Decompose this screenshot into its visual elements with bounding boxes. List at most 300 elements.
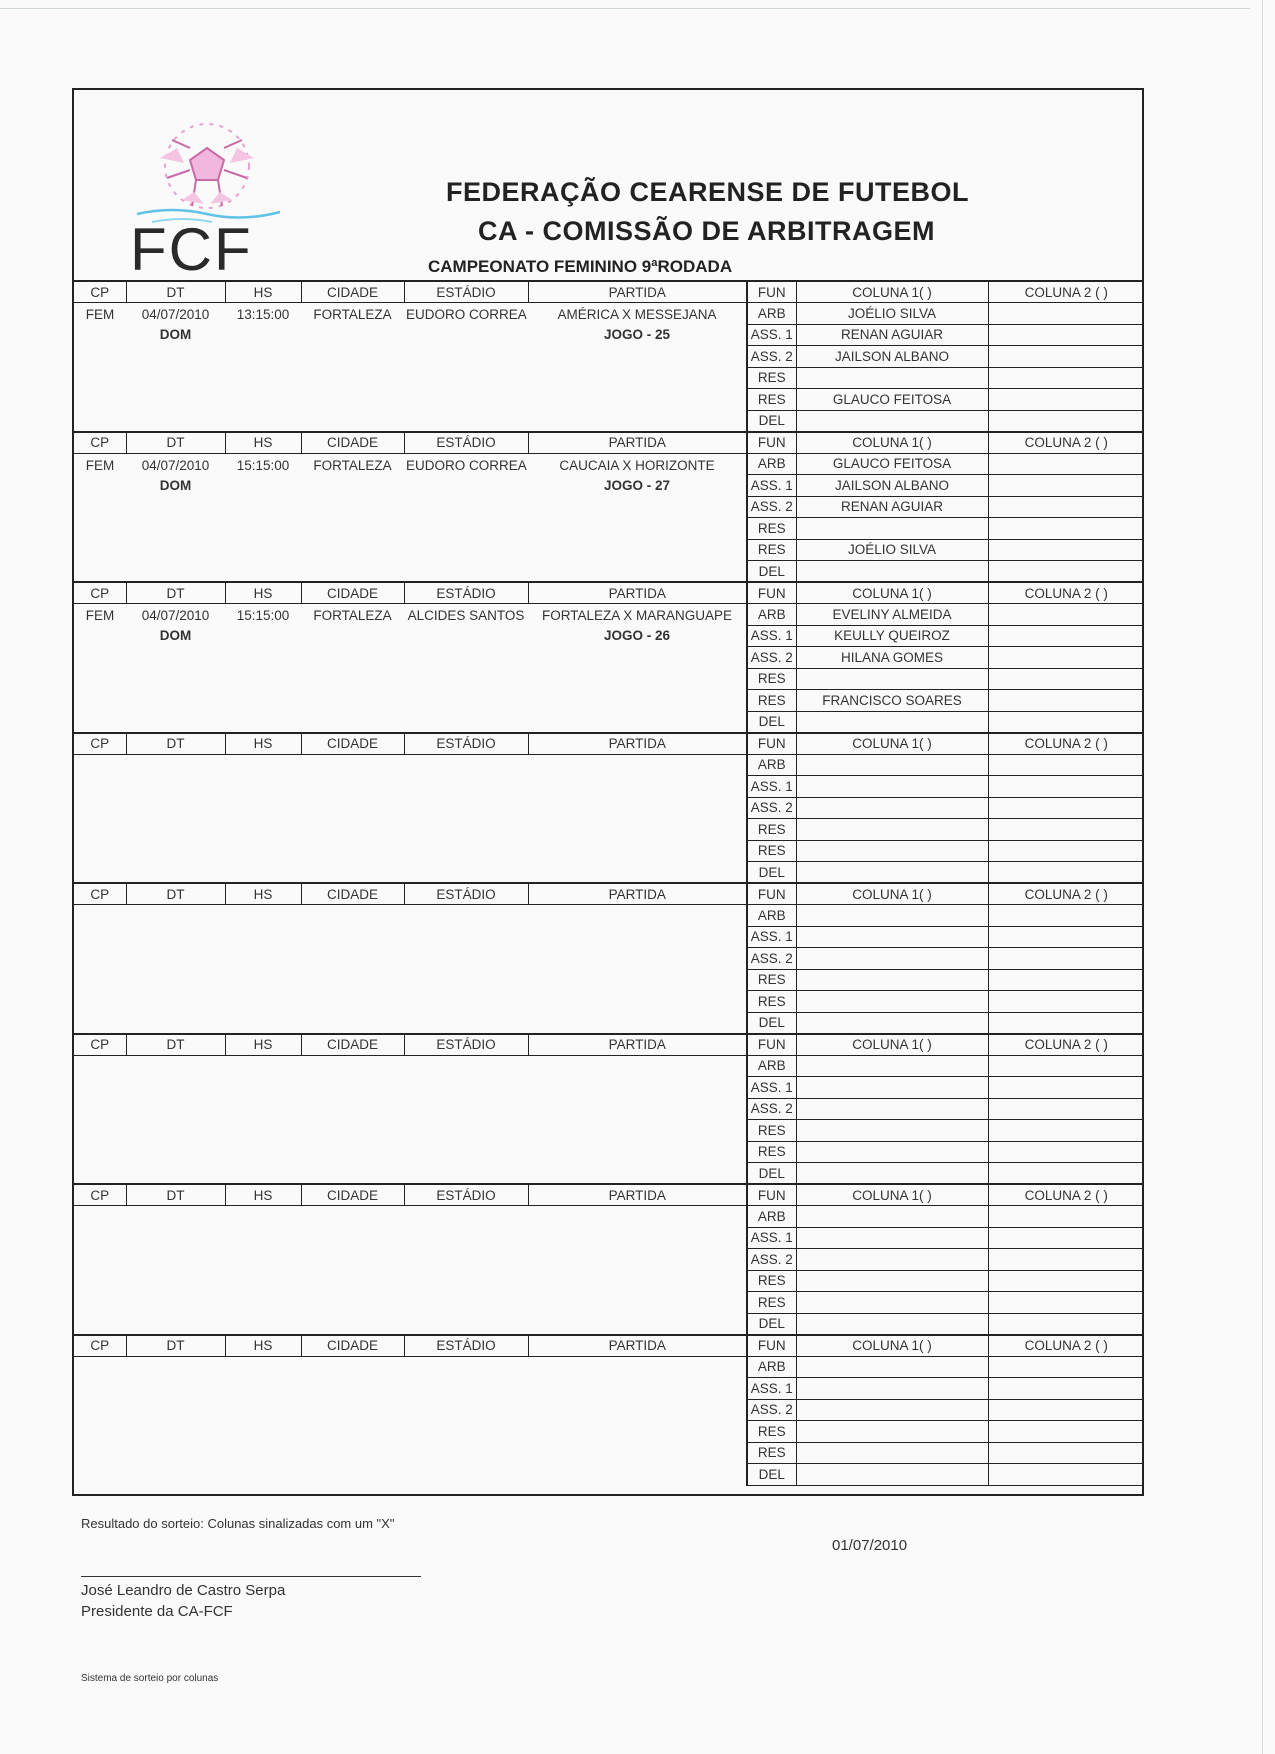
role-label: ARB — [747, 905, 796, 927]
column1-referee — [796, 1141, 988, 1163]
role-label: RES — [747, 367, 796, 389]
document-date: 01/07/2010 — [832, 1537, 908, 1554]
game-cidade: FORTALEZA — [313, 457, 392, 473]
column-header-fun: FUN — [747, 883, 796, 905]
column2-referee — [988, 776, 1144, 798]
role-label: RES — [747, 969, 796, 991]
game-estadio: EUDORO CORREA — [406, 307, 527, 322]
column1-referee: JAILSON ALBANO — [796, 346, 988, 368]
column-header-col2: COLUNA 2 ( ) — [988, 1034, 1144, 1056]
game-estadio-cell — [404, 754, 528, 883]
column-header-cidade: CIDADE — [301, 432, 404, 454]
referee-role-row — [74, 754, 1144, 776]
game-estadio-cell — [404, 1356, 528, 1485]
game-hs-cell — [225, 754, 301, 883]
column2-referee — [988, 647, 1144, 669]
role-label: DEL — [747, 862, 796, 884]
role-label: ARB — [747, 1055, 796, 1077]
column1-referee — [796, 1077, 988, 1099]
column-header-cp: CP — [74, 883, 126, 905]
role-label: ASS. 2 — [747, 1098, 796, 1120]
game-header-row — [74, 281, 1144, 303]
game-dt-cell — [126, 1356, 225, 1485]
referee-role-row — [74, 905, 1144, 927]
column-header-dt: DT — [126, 1184, 225, 1206]
game-dt-cell — [126, 453, 225, 582]
competition-title: CAMPEONATO FEMININO 9ªRODADA — [428, 257, 733, 276]
game-dt: 04/07/2010 — [141, 608, 210, 623]
system-note: Sistema de sorteio por colunas — [81, 1673, 219, 1684]
column1-referee: HILANA GOMES — [796, 647, 988, 669]
role-label: ASS. 2 — [747, 346, 796, 368]
column-header-fun: FUN — [747, 1034, 796, 1056]
column-header-estadio: ESTÁDIO — [404, 582, 528, 604]
column-header-col2: COLUNA 2 ( ) — [988, 1335, 1144, 1357]
column-header-col2: COLUNA 2 ( ) — [988, 281, 1144, 303]
game-header-row — [74, 883, 1144, 905]
column-header-dt: DT — [126, 582, 225, 604]
role-label: RES — [747, 991, 796, 1013]
role-label: ASS. 2 — [747, 797, 796, 819]
column-header-fun: FUN — [747, 733, 796, 755]
column-header-cidade: CIDADE — [301, 582, 404, 604]
scan-edge-rule — [1262, 0, 1263, 1754]
game-partida-cell — [528, 1206, 747, 1335]
game-header-row — [74, 432, 1144, 454]
column-header-partida: PARTIDA — [528, 733, 747, 755]
column1-referee — [796, 1098, 988, 1120]
role-label: ARB — [747, 1206, 796, 1228]
game-cidade-cell — [301, 1055, 404, 1184]
role-label: ASS. 1 — [747, 1227, 796, 1249]
game-hs: 15:15:00 — [236, 608, 290, 623]
column2-referee — [988, 1464, 1144, 1486]
column2-referee — [988, 819, 1144, 841]
column-header-col1: COLUNA 1( ) — [796, 432, 988, 454]
game-estadio-cell — [404, 303, 528, 432]
role-label: ASS. 1 — [747, 1378, 796, 1400]
column1-referee — [796, 1012, 988, 1034]
column1-referee — [796, 1227, 988, 1249]
game-hs-cell — [225, 905, 301, 1034]
signer-title: Presidente da CA-FCF — [81, 1603, 233, 1620]
role-label: RES — [747, 1120, 796, 1142]
game-cp: FEM — [85, 608, 115, 623]
column2-referee — [988, 367, 1144, 389]
column1-referee — [796, 1313, 988, 1335]
column2-referee — [988, 797, 1144, 819]
column-header-estadio: ESTÁDIO — [404, 733, 528, 755]
game-cidade-cell — [301, 1206, 404, 1335]
column-header-dt: DT — [126, 432, 225, 454]
game-hs: 13:15:00 — [236, 307, 290, 322]
column-header-col2: COLUNA 2 ( ) — [988, 883, 1144, 905]
column1-referee: GLAUCO FEITOSA — [796, 389, 988, 411]
referee-role-row — [74, 1206, 1144, 1228]
column2-referee — [988, 1077, 1144, 1099]
role-label: ASS. 2 — [747, 1399, 796, 1421]
column1-referee: JAILSON ALBANO — [796, 475, 988, 497]
column-header-dt: DT — [126, 733, 225, 755]
column2-referee — [988, 969, 1144, 991]
column-header-col2: COLUNA 2 ( ) — [988, 582, 1144, 604]
role-label: ASS. 2 — [747, 647, 796, 669]
role-label: ARB — [747, 303, 796, 325]
column-header-cidade: CIDADE — [301, 883, 404, 905]
column-header-hs: HS — [225, 733, 301, 755]
game-cidade: FORTALEZA — [313, 608, 392, 623]
game-header-row — [74, 1034, 1144, 1056]
column1-referee — [796, 991, 988, 1013]
game-hs-cell — [225, 1055, 301, 1184]
signature-line — [81, 1576, 421, 1577]
column-header-partida: PARTIDA — [528, 1335, 747, 1357]
role-label: ARB — [747, 1356, 796, 1378]
column1-referee: RENAN AGUIAR — [796, 324, 988, 346]
column1-referee — [796, 1378, 988, 1400]
column-header-cidade: CIDADE — [301, 1184, 404, 1206]
column1-referee — [796, 367, 988, 389]
column1-referee — [796, 905, 988, 927]
column-header-hs: HS — [225, 1335, 301, 1357]
referee-role-row — [74, 303, 1144, 325]
column1-referee — [796, 410, 988, 432]
column2-referee — [988, 948, 1144, 970]
game-cidade-cell — [301, 905, 404, 1034]
column2-referee — [988, 561, 1144, 583]
column2-referee — [988, 303, 1144, 325]
column1-referee — [796, 1163, 988, 1185]
scan-top-rule — [0, 8, 1250, 9]
game-cidade-cell — [301, 303, 404, 432]
game-header-row — [74, 733, 1144, 755]
game-cp-cell — [74, 1055, 126, 1184]
column-header-partida: PARTIDA — [528, 883, 747, 905]
game-cp-cell — [74, 453, 126, 582]
game-dt-cell — [126, 1055, 225, 1184]
game-match: CAUCAIA X HORIZONTE — [559, 457, 715, 473]
column2-referee — [988, 475, 1144, 497]
column-header-col2: COLUNA 2 ( ) — [988, 733, 1144, 755]
game-hs-cell — [225, 453, 301, 582]
column2-referee — [988, 1270, 1144, 1292]
column2-referee — [988, 1055, 1144, 1077]
column-header-cp: CP — [74, 1335, 126, 1357]
column1-referee — [796, 1399, 988, 1421]
role-label: ASS. 1 — [747, 776, 796, 798]
column-header-estadio: ESTÁDIO — [404, 281, 528, 303]
role-label: RES — [747, 668, 796, 690]
column2-referee — [988, 1141, 1144, 1163]
role-label: RES — [747, 518, 796, 540]
role-label: ARB — [747, 604, 796, 626]
role-label: DEL — [747, 1464, 796, 1486]
role-label: RES — [747, 539, 796, 561]
column1-referee — [796, 1206, 988, 1228]
column2-referee — [988, 1012, 1144, 1034]
column-header-col2: COLUNA 2 ( ) — [988, 1184, 1144, 1206]
signer-name: José Leandro de Castro Serpa — [81, 1582, 286, 1599]
column1-referee: FRANCISCO SOARES — [796, 690, 988, 712]
column1-referee — [796, 840, 988, 862]
column-header-col1: COLUNA 1( ) — [796, 883, 988, 905]
game-day: DOM — [159, 477, 192, 493]
column-header-cp: CP — [74, 582, 126, 604]
column2-referee — [988, 625, 1144, 647]
column1-referee — [796, 668, 988, 690]
column-header-fun: FUN — [747, 432, 796, 454]
role-label: DEL — [747, 561, 796, 583]
column-header-hs: HS — [225, 281, 301, 303]
column1-referee: EVELINY ALMEIDA — [796, 604, 988, 626]
game-number: JOGO - 26 — [603, 628, 671, 643]
referee-assignment-table — [74, 280, 1144, 1486]
column1-referee: GLAUCO FEITOSA — [796, 453, 988, 475]
column1-referee — [796, 1120, 988, 1142]
role-label: ASS. 1 — [747, 475, 796, 497]
game-cp-cell — [74, 303, 126, 432]
column2-referee — [988, 389, 1144, 411]
referee-role-row — [74, 1055, 1144, 1077]
role-label: ASS. 2 — [747, 948, 796, 970]
column2-referee — [988, 539, 1144, 561]
role-label: RES — [747, 690, 796, 712]
game-cidade-cell — [301, 1356, 404, 1485]
column1-referee: JOÉLIO SILVA — [796, 303, 988, 325]
column1-referee: KEULLY QUEIROZ — [796, 625, 988, 647]
role-label: ASS. 1 — [747, 625, 796, 647]
role-label: RES — [747, 1442, 796, 1464]
game-day: DOM — [159, 327, 192, 342]
column2-referee — [988, 496, 1144, 518]
column-header-cp: CP — [74, 1184, 126, 1206]
column2-referee — [988, 1206, 1144, 1228]
column2-referee — [988, 668, 1144, 690]
column1-referee — [796, 776, 988, 798]
role-label: ASS. 2 — [747, 1249, 796, 1271]
role-label: ASS. 1 — [747, 1077, 796, 1099]
game-cidade: FORTALEZA — [313, 307, 392, 322]
column-header-cidade: CIDADE — [301, 733, 404, 755]
game-header-row — [74, 582, 1144, 604]
column-header-cp: CP — [74, 1034, 126, 1056]
column1-referee — [796, 561, 988, 583]
column-header-fun: FUN — [747, 281, 796, 303]
column2-referee — [988, 1292, 1144, 1314]
column2-referee — [988, 1098, 1144, 1120]
game-cidade-cell — [301, 453, 404, 582]
column2-referee — [988, 1378, 1144, 1400]
column2-referee — [988, 1313, 1144, 1335]
column2-referee — [988, 905, 1144, 927]
game-match: AMÉRICA X MESSEJANA — [557, 307, 717, 322]
column2-referee — [988, 1120, 1144, 1142]
column-header-dt: DT — [126, 883, 225, 905]
column-header-col1: COLUNA 1( ) — [796, 1335, 988, 1357]
column-header-cp: CP — [74, 281, 126, 303]
game-number: JOGO - 25 — [603, 327, 671, 342]
column-header-hs: HS — [225, 883, 301, 905]
column2-referee — [988, 1421, 1144, 1443]
game-estadio: EUDORO CORREA — [406, 457, 527, 473]
role-label: ASS. 1 — [747, 324, 796, 346]
game-cp: FEM — [85, 307, 115, 322]
column1-referee — [796, 711, 988, 733]
game-header-row — [74, 1184, 1144, 1206]
column1-referee — [796, 948, 988, 970]
game-estadio-cell — [404, 1055, 528, 1184]
column-header-fun: FUN — [747, 1335, 796, 1357]
column1-referee — [796, 1464, 988, 1486]
column-header-estadio: ESTÁDIO — [404, 1335, 528, 1357]
column1-referee — [796, 754, 988, 776]
column-header-col1: COLUNA 1( ) — [796, 582, 988, 604]
game-cp: FEM — [85, 457, 115, 473]
column2-referee — [988, 1356, 1144, 1378]
column2-referee — [988, 711, 1144, 733]
role-label: DEL — [747, 1313, 796, 1335]
role-label: DEL — [747, 410, 796, 432]
game-cp-cell — [74, 754, 126, 883]
game-hs: 15:15:00 — [236, 457, 290, 473]
game-dt-cell — [126, 604, 225, 733]
column-header-partida: PARTIDA — [528, 1034, 747, 1056]
game-estadio-cell — [404, 453, 528, 582]
game-dt-cell — [126, 905, 225, 1034]
game-partida-cell — [528, 905, 747, 1034]
game-hs-cell — [225, 303, 301, 432]
column-header-partida: PARTIDA — [528, 281, 747, 303]
column-header-hs: HS — [225, 582, 301, 604]
game-header-row — [74, 1335, 1144, 1357]
game-partida-cell — [528, 303, 747, 432]
column-header-col1: COLUNA 1( ) — [796, 733, 988, 755]
game-hs-cell — [225, 604, 301, 733]
game-cp-cell — [74, 905, 126, 1034]
game-cp-cell — [74, 1206, 126, 1335]
column-header-hs: HS — [225, 432, 301, 454]
column2-referee — [988, 1163, 1144, 1185]
game-hs-cell — [225, 1356, 301, 1485]
column1-referee — [796, 1442, 988, 1464]
column-header-hs: HS — [225, 1184, 301, 1206]
column1-referee — [796, 862, 988, 884]
game-estadio-cell — [404, 905, 528, 1034]
column2-referee — [988, 1227, 1144, 1249]
role-label: RES — [747, 1141, 796, 1163]
role-label: RES — [747, 840, 796, 862]
game-dt: 04/07/2010 — [141, 307, 210, 322]
column2-referee — [988, 754, 1144, 776]
column2-referee — [988, 862, 1144, 884]
column2-referee — [988, 926, 1144, 948]
column-header-col1: COLUNA 1( ) — [796, 1184, 988, 1206]
column-header-fun: FUN — [747, 582, 796, 604]
column2-referee — [988, 518, 1144, 540]
role-label: ARB — [747, 754, 796, 776]
column1-referee — [796, 1270, 988, 1292]
game-match: FORTALEZA X MARANGUAPE — [541, 608, 733, 623]
column-header-estadio: ESTÁDIO — [404, 883, 528, 905]
game-estadio-cell — [404, 604, 528, 733]
game-cp-cell — [74, 604, 126, 733]
column-header-partida: PARTIDA — [528, 582, 747, 604]
commission-title: CA - COMISSÃO DE ARBITRAGEM — [478, 216, 935, 246]
column2-referee — [988, 840, 1144, 862]
column1-referee — [796, 926, 988, 948]
column-header-cidade: CIDADE — [301, 1335, 404, 1357]
column-header-partida: PARTIDA — [528, 432, 747, 454]
role-label: RES — [747, 1270, 796, 1292]
column-header-cidade: CIDADE — [301, 281, 404, 303]
role-label: RES — [747, 389, 796, 411]
column-header-estadio: ESTÁDIO — [404, 1034, 528, 1056]
column1-referee — [796, 797, 988, 819]
column2-referee — [988, 410, 1144, 432]
column2-referee — [988, 1399, 1144, 1421]
role-label: RES — [747, 819, 796, 841]
column2-referee — [988, 991, 1144, 1013]
column1-referee: RENAN AGUIAR — [796, 496, 988, 518]
game-partida-cell — [528, 1055, 747, 1184]
column2-referee — [988, 453, 1144, 475]
column1-referee — [796, 1249, 988, 1271]
role-label: RES — [747, 1292, 796, 1314]
game-dt: 04/07/2010 — [141, 457, 210, 473]
game-estadio: ALCIDES SANTOS — [407, 608, 525, 623]
column-header-col1: COLUNA 1( ) — [796, 1034, 988, 1056]
column1-referee — [796, 1421, 988, 1443]
game-cp-cell — [74, 1356, 126, 1485]
game-partida-cell — [528, 453, 747, 582]
referee-role-row — [74, 453, 1144, 475]
column1-referee — [796, 518, 988, 540]
federation-title: FEDERAÇÃO CEARENSE DE FUTEBOL — [446, 177, 970, 207]
referee-role-row — [74, 1356, 1144, 1378]
game-dt-cell — [126, 754, 225, 883]
column1-referee — [796, 969, 988, 991]
column2-referee — [988, 324, 1144, 346]
column-header-dt: DT — [126, 1034, 225, 1056]
draw-result-note: Resultado do sorteio: Colunas sinalizadas com um "X" — [81, 1516, 395, 1531]
role-label: RES — [747, 1421, 796, 1443]
column-header-cidade: CIDADE — [301, 1034, 404, 1056]
role-label: DEL — [747, 711, 796, 733]
column2-referee — [988, 1442, 1144, 1464]
role-label: ASS. 1 — [747, 926, 796, 948]
referee-role-row — [74, 604, 1144, 626]
column2-referee — [988, 1249, 1144, 1271]
game-estadio-cell — [404, 1206, 528, 1335]
game-partida-cell — [528, 1356, 747, 1485]
column-header-col1: COLUNA 1( ) — [796, 281, 988, 303]
game-hs-cell — [225, 1206, 301, 1335]
column-header-dt: DT — [126, 1335, 225, 1357]
game-cidade-cell — [301, 604, 404, 733]
role-label: DEL — [747, 1163, 796, 1185]
column-header-estadio: ESTÁDIO — [404, 1184, 528, 1206]
column-header-cp: CP — [74, 432, 126, 454]
column1-referee — [796, 1292, 988, 1314]
game-partida-cell — [528, 604, 747, 733]
role-label: ASS. 2 — [747, 496, 796, 518]
column-header-estadio: ESTÁDIO — [404, 432, 528, 454]
column1-referee — [796, 1356, 988, 1378]
column-header-col2: COLUNA 2 ( ) — [988, 432, 1144, 454]
column2-referee — [988, 690, 1144, 712]
game-partida-cell — [528, 754, 747, 883]
column1-referee — [796, 819, 988, 841]
